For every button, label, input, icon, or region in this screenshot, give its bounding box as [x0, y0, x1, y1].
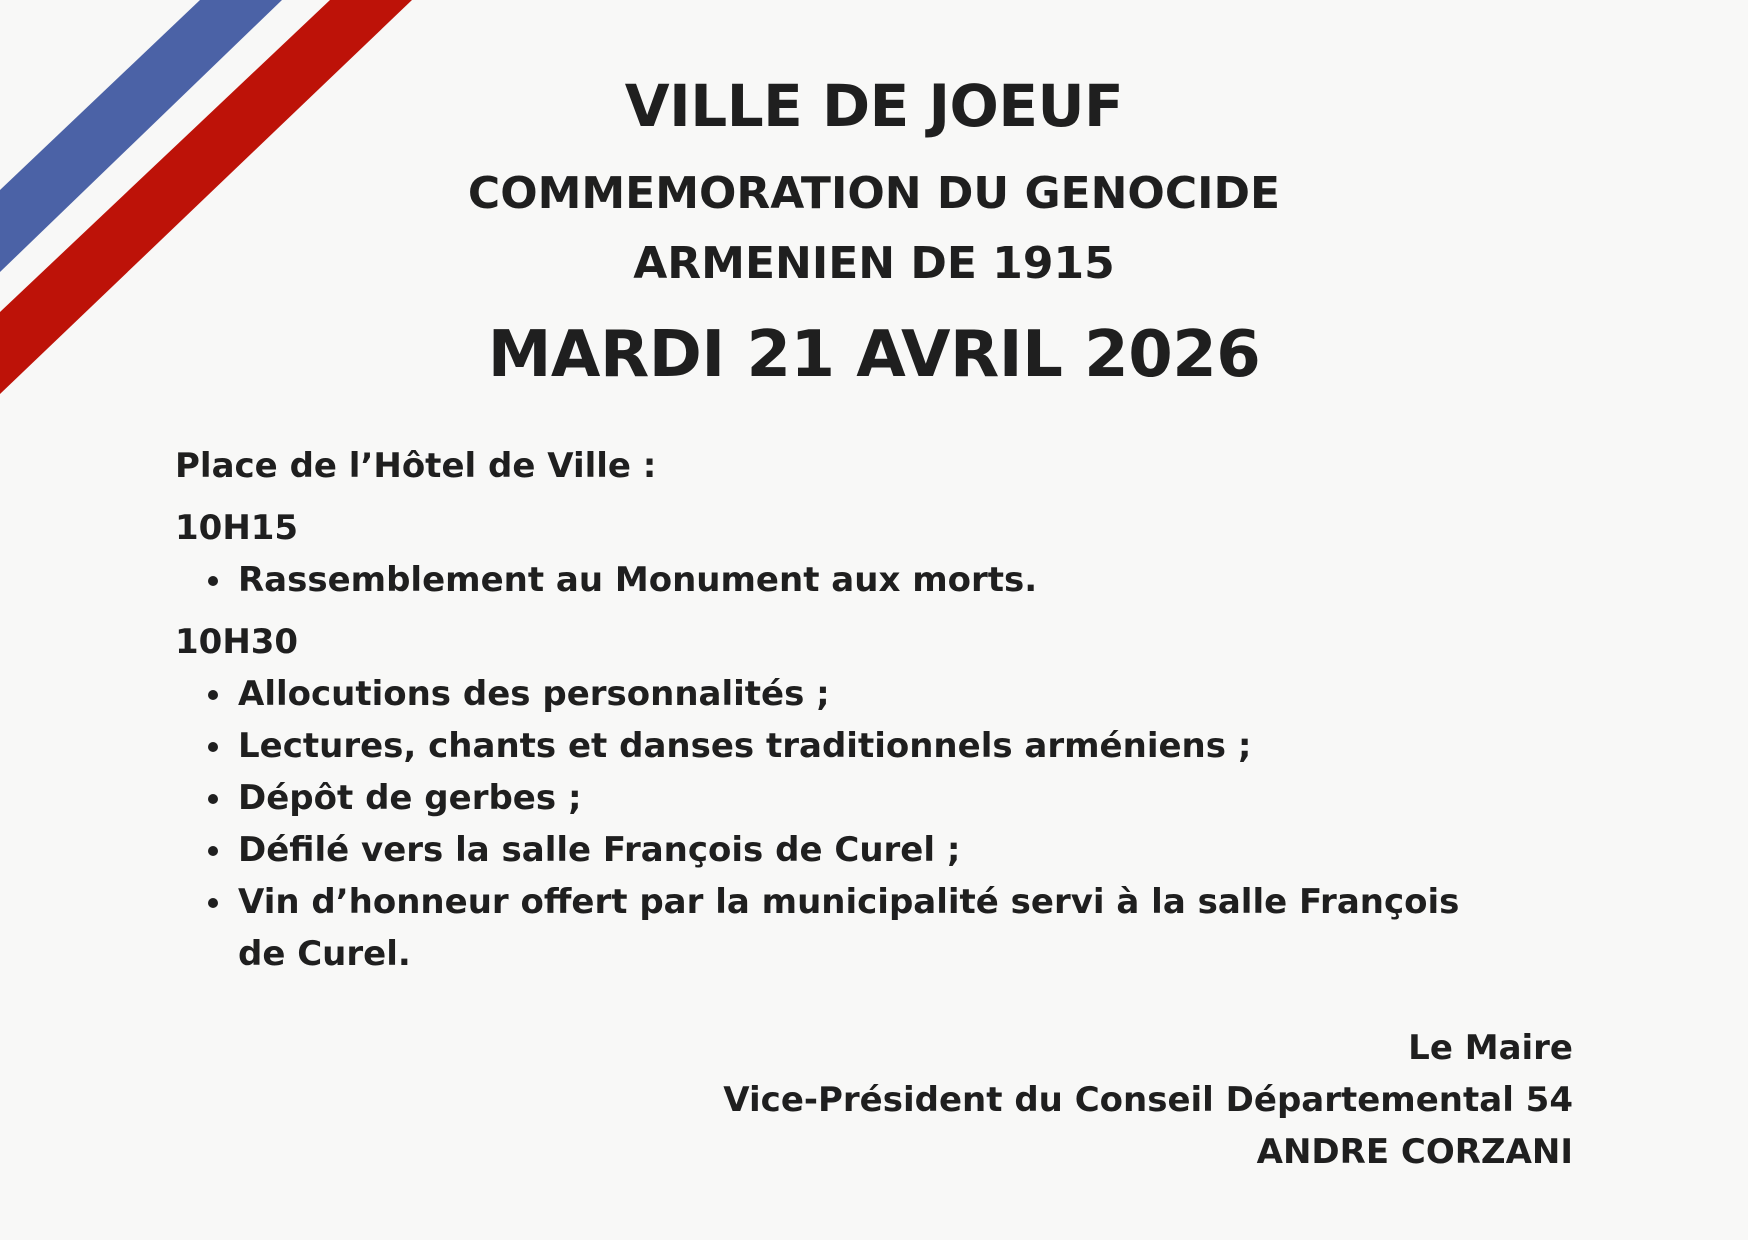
bullet-icon: [208, 742, 218, 752]
time-slot-1: 10H15: [175, 508, 299, 548]
list-item: [175, 772, 1575, 824]
list-item: [175, 824, 1575, 876]
schedule-list-1: [175, 554, 1575, 606]
bullet-icon: [208, 898, 218, 908]
commemoration-title-line-1: COMMEMORATION DU GENOCIDE: [467, 168, 1281, 219]
bullet-icon: [208, 690, 218, 700]
list-item-text: Vin d’honneur offert par la municipalité servi à la salle François de Curel.: [238, 882, 1460, 974]
list-item-text: Allocutions des personnalités ;: [238, 674, 830, 714]
bullet-icon: [208, 846, 218, 856]
schedule-list-2: [175, 668, 1575, 980]
signature-block: [723, 1022, 1573, 1178]
list-item: [175, 720, 1575, 772]
list-item: [175, 554, 1575, 606]
list-item-text: Défilé vers la salle François de Curel ;: [238, 830, 961, 870]
list-item-text: Rassemblement au Monument aux morts.: [238, 560, 1038, 600]
program-section: [175, 440, 1575, 990]
signature-title: Vice-Président du Conseil Départemental 54: [723, 1080, 1573, 1120]
list-item-text: Lectures, chants et danses traditionnels arméniens ;: [238, 726, 1252, 766]
commemoration-title-line-2: ARMENIEN DE 1915: [633, 238, 1115, 289]
event-date: MARDI 21 AVRIL 2026: [487, 318, 1261, 392]
list-item: [175, 668, 1575, 720]
list-item-text: Dépôt de gerbes ;: [238, 778, 582, 818]
location-label: Place de l’Hôtel de Ville :: [175, 446, 657, 486]
time-slot-2: 10H30: [175, 622, 299, 662]
signature-name: ANDRE CORZANI: [1256, 1132, 1573, 1172]
list-item: [175, 876, 1575, 980]
signature-role: Le Maire: [1408, 1028, 1573, 1068]
city-title: VILLE DE JOEUF: [624, 72, 1124, 140]
bullet-icon: [208, 794, 218, 804]
bullet-icon: [208, 576, 218, 586]
